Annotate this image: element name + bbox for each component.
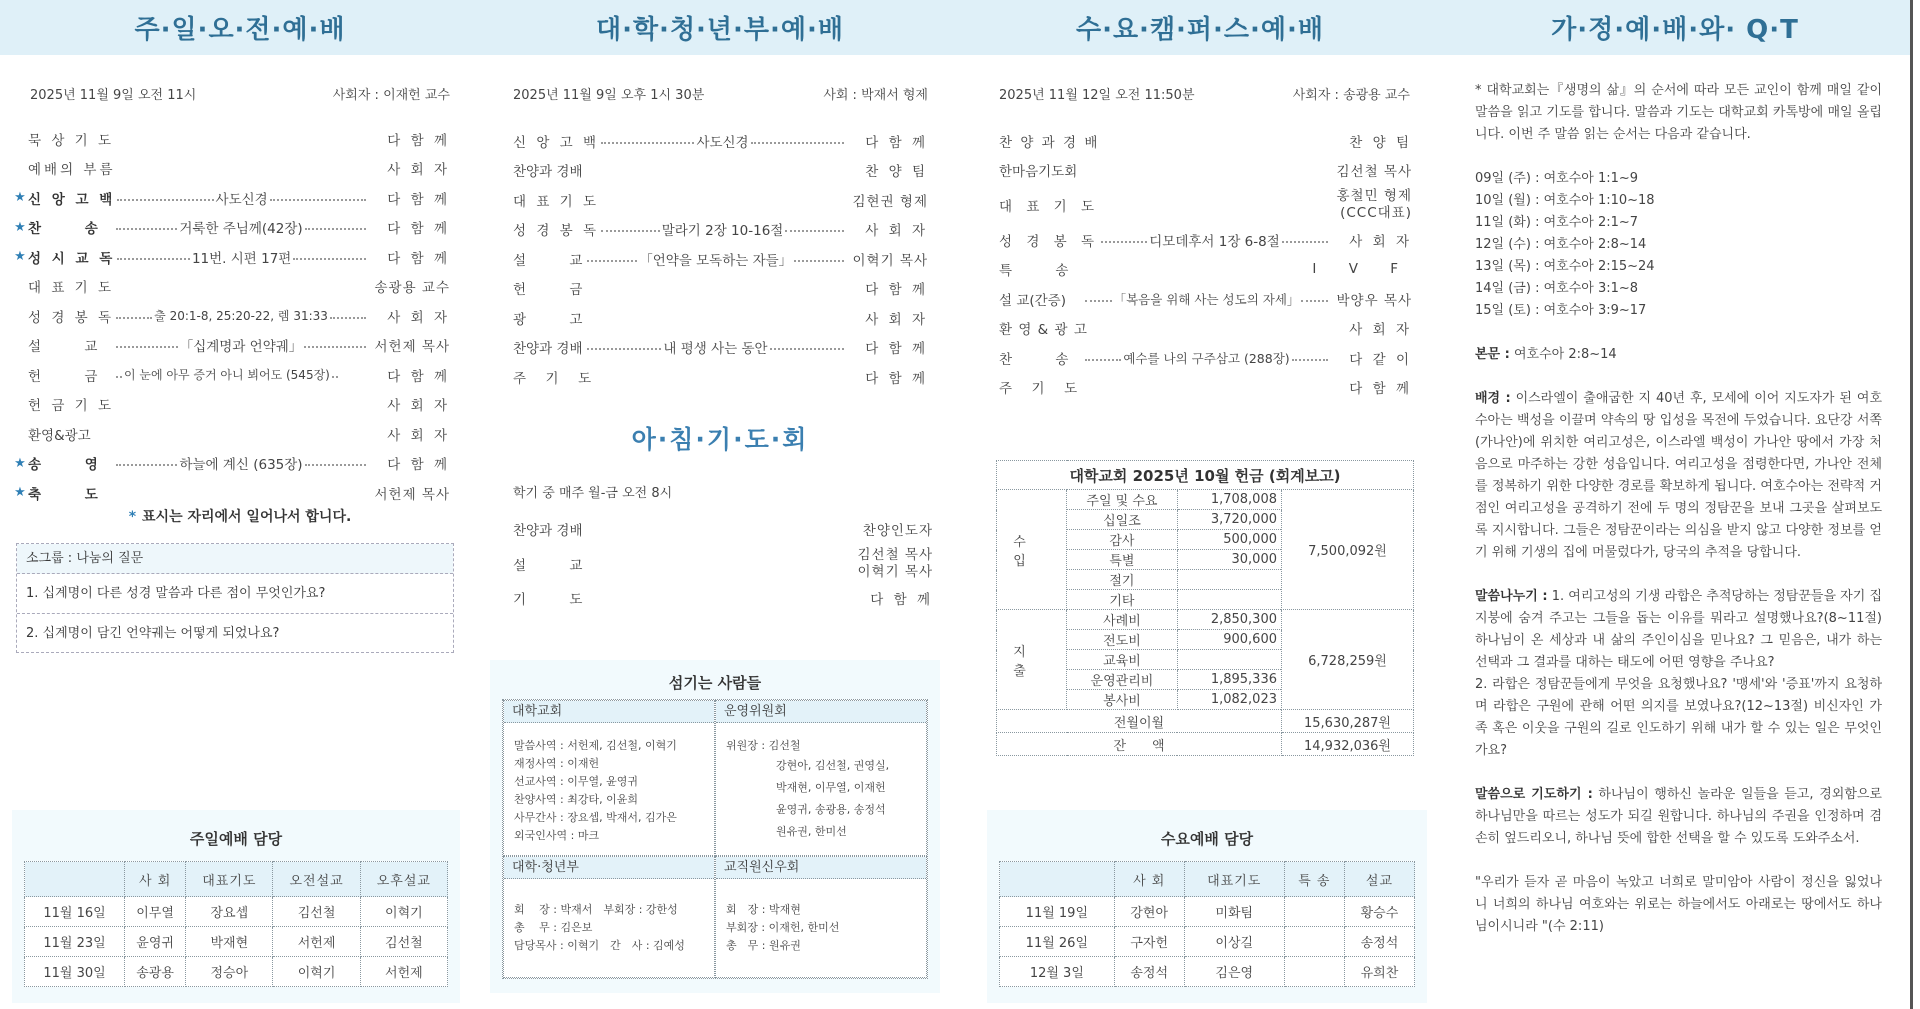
service-date: 2025년 11월 12일 오전 11:50분 <box>999 88 1195 103</box>
prayer-item: 찬양과 경배 찬양인도자 <box>513 522 933 539</box>
morning-prayer-title: 아·침·기·도·회 <box>631 425 809 454</box>
small-group-heading: 소그룹 : 나눔의 질문 <box>17 544 453 574</box>
income-label: 수 입 <box>997 490 1067 610</box>
table-row: 12월 3일 송정석 김은영 유희찬 <box>1000 957 1415 987</box>
morning-prayer-order <box>513 514 933 613</box>
worship-item: 성 경 봉 독 출 20:1-8, 25:20-22, 렘 31:33 사 회 자 <box>28 309 450 326</box>
expense-label: 지 출 <box>997 610 1067 710</box>
table-row: 11월 26일 구자헌 이상길 송정석 <box>1000 927 1415 957</box>
reading-item: 15일 (토) : 여호수아 3:9~17 <box>1475 303 1647 318</box>
worship-item: ★ 신 앙 고 백 사도신경 다 함 께 <box>12 183 450 213</box>
servers-grid <box>502 699 928 979</box>
worship-item: ★ 송 영 하늘에 계신 (635장) 다 함 께 <box>12 449 450 479</box>
service-leader: 사회자 : 송광용 교수 <box>1292 88 1410 103</box>
expense-row: 운영관리비 1,895,336 <box>997 670 1414 690</box>
servers-title: 섬기는 사람들 <box>668 674 762 692</box>
worship-item: 주 기 도 다 함 께 <box>999 381 1412 398</box>
reading-item: 12일 (수) : 여호수아 2:8~14 <box>1475 237 1647 252</box>
expense-row: 봉사비 1,082,023 <box>997 690 1414 710</box>
prayer-item: 기 도 다 함 께 <box>513 592 933 609</box>
finance-table <box>996 460 1414 756</box>
worship-item: 한마음기도회 김선철 목사 <box>999 164 1412 181</box>
qt-prayer: 말씀으로 기도하기 : 하나님이 행하신 놀라운 일들을 듣고, 경외함으로 하나님만을 따르는 성도가 되길 원합니다. 하나님의 주권을 인정하며 겸손히 엎드리오니, 하나님 뜻에 합한 선택을 할 수 있도록 도와주소서. <box>1475 787 1882 846</box>
wednesday-duty-table <box>999 861 1415 987</box>
worship-item: 특 송 I V F <box>999 261 1412 280</box>
youth-banner <box>480 0 960 55</box>
expense-row: 교육비 <box>997 650 1414 670</box>
worship-item: 묵 상 기 도 다 함 께 <box>28 132 450 149</box>
servers-section <box>490 660 940 993</box>
worship-item: 환 영 & 광 고 사 회 자 <box>999 322 1412 339</box>
finance-title: 대학교회 2025년 10월 헌금 (회계보고) <box>997 461 1414 490</box>
worship-item: ★ 축 도 서헌제 목사 <box>12 478 450 508</box>
worship-item: 성 경 봉 독 디모데후서 1장 6-8절 사 회 자 <box>999 233 1412 250</box>
question-item: 2. 십계명이 담긴 언약궤는 어떻게 되었나요? <box>17 613 453 652</box>
worship-item: 찬양과 경배 찬 양 팀 <box>513 164 928 181</box>
reading-item: 14일 (금) : 여호수아 3:1~8 <box>1475 281 1639 296</box>
finance-report <box>996 460 1414 756</box>
table-row: 11월 19일 강현아 미화팀 황승수 <box>1000 897 1415 927</box>
service-date: 2025년 11월 9일 오전 11시 <box>30 88 197 103</box>
servers-group-faculty: 교직원신우회 회 장 : 박재현 부회장 : 이재헌, 한미선 총 무 : 원유권 <box>715 856 927 978</box>
expense-row: 지 출 사례비 2,850,300 6,728,259원 <box>997 610 1414 630</box>
youth-title: 대·학·청·년·부·예·배 <box>595 15 845 45</box>
youth-order-of-worship <box>513 126 928 392</box>
sunday-duty-title: 주일예배 담당 <box>189 830 283 848</box>
worship-item: 대 표 기 도 송광용 교수 <box>28 280 450 297</box>
youth-service-column <box>480 0 960 1009</box>
worship-item: 헌 금 이 눈에 아무 증거 아니 뵈어도 (545장) 다 함 께 <box>28 368 450 385</box>
qt-background: 배경 : 이스라엘이 출애굽한 지 40년 후, 모세에 이어 지도자가 된 여호수아는 백성을 이끌며 약속의 땅 입성을 목전에 두었습니다. 요단강 서쪽(가나안)에 위치한 여리고성은, 이스라엘 백성이 가나안 땅에서 가장 처음으로 마주하는 강한 성읍입니다. 여리고성을 점령한다면, 가나안 전체를 정복하기 위한 다양한 경로를 확보하게 됩니다. 여호수아는 전략적 거점인 여리고성을 공격하기 전에 두 명의 정탐꾼을 보내 그곳을 살펴보도록 지시합니다. 그들은 정탐꾼이라는 의심을 받지 않고 다양한 정보를 얻기 위해 기생의 집에 머물렀다가, 당국의 추적을 당합니다. <box>1475 391 1882 560</box>
worship-item: 찬 송 예수를 나의 구주삼고 (288장) 다 같 이 <box>999 350 1412 368</box>
table-header-row: 사 회 대표기도 오전설교 오후설교 <box>25 862 448 897</box>
balance-row: 잔 액 14,932,036원 <box>997 733 1414 756</box>
income-total: 7,500,092원 <box>1282 490 1414 610</box>
qt-intro: * 대학교회는『생명의 삶』의 순서에 따라 모든 교인이 함께 매일 같이 말씀을 읽고 기도를 합니다. 말씀과 기도는 대학교회 카톡방에 매일 올립니다. 이번 주 말씀 읽는 순서는 다음과 같습니다. <box>1475 83 1882 142</box>
table-row: 11월 16일 이무열 장요셉 김선철 이혁기 <box>25 897 448 927</box>
reading-list <box>1475 168 1882 322</box>
servers-group-youth: 대학·청년부 회 장 : 박재서 부회장 : 강한성 총 무 : 김은보 담당목사 : 이혁기 간 사 : 김예성 <box>503 856 715 978</box>
worship-item: ★ 찬 송 거룩한 주님께(42장) 다 함 께 <box>12 213 450 243</box>
standing-star-icon: ★ <box>14 249 26 265</box>
worship-item: 예배의 부름 사 회 자 <box>28 162 450 179</box>
qt-sharing-2: 2. 라합은 정탐꾼들에게 무엇을 요청했나요? '맹세'와 '증표'까지 요청하며 라합은 구원에 관해 어떤 의지를 보였나요?(12~13절) 비신자인 가족 혹은 이웃을 구원의 길로 인도하기 위해 내가 할 수 있는 일은 무엇인가요? <box>1475 677 1882 758</box>
worship-item: 설 교 「언약을 모독하는 자들」 이혁기 목사 <box>513 252 928 269</box>
standing-star-icon: ★ <box>14 455 26 471</box>
qt-banner <box>1440 0 1910 55</box>
worship-item: 대 표 기 도 김현권 형제 <box>513 193 928 210</box>
worship-item: 찬양과 경배 내 평생 사는 동안 다 함 께 <box>513 341 928 358</box>
income-row: 수 입 주일 및 수요 1,708,008 7,500,092원 <box>997 490 1414 510</box>
wednesday-banner <box>960 0 1440 55</box>
servers-group-church: 대학교회 말씀사역 : 서헌제, 김선철, 이혁기 재정사역 : 이재헌 선교사역 : 이무열, 윤영귀 찬양사역 : 최강타, 이윤희 사무간사 : 장요셉, 박재서, 김가은 외국인사역 : 마크 <box>503 700 715 856</box>
servers-group-committee: 운영위원회 위원장 : 김선철 강현아, 김선철, 권영실, 박재현, 이무열, 이재헌 윤영귀, 송광용, 송정석 원유권, 한미선 <box>715 700 927 856</box>
table-header-row: 사 회 대표기도 특 송 설교 <box>1000 862 1415 897</box>
service-leader: 사회자 : 이재헌 교수 <box>332 88 450 103</box>
worship-item: 신 앙 고 백 사도신경 다 함 께 <box>513 134 928 151</box>
qt-column <box>1440 0 1913 1009</box>
reading-item: 13일 (목) : 여호수아 2:15~24 <box>1475 259 1655 274</box>
worship-item: 환영&광고 사 회 자 <box>28 427 450 444</box>
wednesday-title: 수·요·캠·퍼·스·예·배 <box>1075 15 1325 45</box>
morning-prayer-schedule: 학기 중 매주 월-금 오전 8시 <box>513 486 673 501</box>
expense-row: 전도비 900,600 <box>997 630 1414 650</box>
qt-title: 가·정·예·배·와· Q·T <box>1551 15 1799 45</box>
standing-star-icon: ★ <box>14 485 26 501</box>
standing-star-icon: ★ <box>14 219 26 235</box>
small-group-questions <box>16 543 454 653</box>
worship-item: 찬 양 과 경 배 찬 양 팀 <box>999 134 1412 151</box>
worship-item: 광 고 사 회 자 <box>513 311 928 328</box>
income-row: 십일조 3,720,000 <box>997 510 1414 530</box>
wednesday-duty-roster <box>987 810 1427 1003</box>
reading-item: 11일 (화) : 여호수아 2:1~7 <box>1475 215 1639 230</box>
prayer-item: 설 교 김선철 목사 이혁기 목사 <box>513 546 933 580</box>
wednesday-meta <box>999 84 1410 103</box>
service-date: 2025년 11월 9일 오후 1시 30분 <box>513 88 705 103</box>
expense-total: 6,728,259원 <box>1282 610 1414 710</box>
income-row: 절기 <box>997 570 1414 590</box>
standing-star-icon: ★ <box>14 190 26 206</box>
sunday-duty-roster <box>12 810 460 1003</box>
sunday-morning-banner <box>0 0 480 55</box>
worship-item: 성 경 봉 독 말라기 2장 10-16절 사 회 자 <box>513 223 928 240</box>
star-icon: * <box>128 509 137 525</box>
table-row: 11월 23일 윤영귀 박재현 서헌제 김선철 <box>25 927 448 957</box>
reading-item: 09일 (주) : 여호수아 1:1~9 <box>1475 171 1639 186</box>
order-of-worship <box>12 124 450 508</box>
qt-body <box>1475 80 1882 938</box>
worship-item: 주 기 도 다 함 께 <box>513 370 928 387</box>
wednesday-duty-title: 수요예배 담당 <box>1160 830 1254 848</box>
carryover-row: 전월이월 15,630,287원 <box>997 710 1414 733</box>
sunday-morning-service-column <box>0 0 480 1009</box>
worship-item: 헌 금 다 함 께 <box>513 282 928 299</box>
qt-text: 본문 : 여호수아 2:8~14 <box>1475 347 1617 362</box>
wednesday-order-of-worship <box>999 126 1412 402</box>
reading-item: 10일 (월) : 여호수아 1:10~18 <box>1475 193 1655 208</box>
service-leader: 사회 : 박재서 형제 <box>823 88 928 103</box>
worship-item: 설 교(간증) 「복음을 위해 사는 성도의 자세」 박양우 목사 <box>999 291 1412 309</box>
worship-item: 설 교 「십계명과 언약궤」 서헌제 목사 <box>28 339 450 356</box>
sunday-duty-table <box>24 861 448 987</box>
table-row: 11월 30일 송광용 정승아 이혁기 서헌제 <box>25 957 448 987</box>
qt-sharing: 말씀나누기 : 1. 여리고성의 기생 라합은 추적당하는 정탐꾼들을 자기 집 지붕에 숨겨 주고는 그들을 돕는 이유를 뭐라고 설명했나요?(8~11절) 하나님이 온 세상과 내 삶의 주인이심을 믿나요? 그 믿음은, 내가 하는 선택과 그 결과를 대하는 태도에 어떤 영향을 주나요? <box>1475 589 1883 670</box>
worship-item: 대 표 기 도 홍철민 형제 (CCC대표) <box>999 188 1412 221</box>
income-row: 감사 500,000 <box>997 530 1414 550</box>
income-row: 기타 <box>997 590 1414 610</box>
qt-verse: "우리가 듣자 곧 마음이 녹았고 너희로 말미암아 사람이 정신을 잃었나니 너희의 하나님 여호와는 위로는 하늘에서도 아래로는 땅에서도 하나님이시니라 "(수 2:11) <box>1475 875 1882 934</box>
standing-note: * 표시는 자리에서 일어나서 합니다. <box>128 509 352 525</box>
sunday-morning-title: 주·일·오·전·예·배 <box>134 15 346 45</box>
income-row: 특별 30,000 <box>997 550 1414 570</box>
youth-meta <box>513 84 928 103</box>
worship-item: 헌 금 기 도 사 회 자 <box>28 398 450 415</box>
worship-item: ★ 성 시 교 독 11번. 시편 17편 다 함 께 <box>12 242 450 272</box>
question-item: 1. 십계명이 다른 성경 말씀과 다른 점이 무엇인가요? <box>26 586 326 601</box>
sunday-morning-meta <box>30 84 450 103</box>
